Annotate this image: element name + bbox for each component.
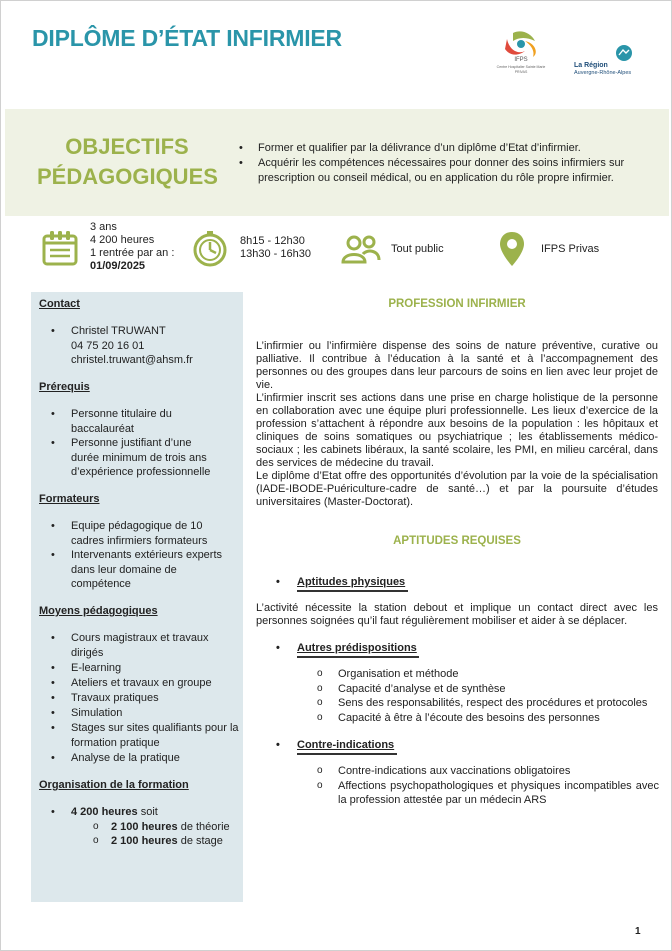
organisation-item bbox=[49, 805, 239, 849]
contact-list bbox=[49, 324, 239, 368]
other-item: o Sens des responsabilités, respect des procédures et protocoles bbox=[317, 696, 659, 711]
organisation-total-hours: 4 200 heures bbox=[71, 806, 138, 818]
prereq-item: • Personne titulaire du baccalauréat bbox=[49, 407, 211, 436]
trainers-heading: Formateurs bbox=[39, 493, 100, 505]
ifps-logo bbox=[491, 27, 551, 81]
people-icon bbox=[341, 234, 381, 264]
contact-email: christel.truwant@ahsm.fr bbox=[71, 354, 193, 366]
other-list bbox=[317, 667, 659, 725]
other-item: o Capacité d’analyse et de synthèse bbox=[317, 682, 659, 697]
objective-item: • Former et qualifier par la délivrance d’un diplôme d’Etat d’infirmier. bbox=[239, 141, 659, 156]
aptitudes-title: APTITUDES REQUISES bbox=[393, 535, 521, 547]
contact-phone: 04 75 20 16 01 bbox=[71, 339, 145, 352]
profession-paragraph-3: Le diplôme d’Etat offre des opportunités d’évolution par la voie de la spécialisation (IADE-IBODE-Puériculture-cadre de santé…) et par la poursuite d’études universitaires (Master-Doctorat). bbox=[256, 470, 658, 508]
prereq-list bbox=[49, 407, 211, 480]
contra-heading-label: Contre-indications bbox=[297, 739, 395, 751]
contra-heading-rule bbox=[297, 753, 397, 755]
duration-line1: 3 ans bbox=[90, 221, 117, 233]
contra-item: o Contre-indications aux vaccinations obligatoires bbox=[317, 764, 659, 779]
region-logo-line1: La Région bbox=[574, 62, 608, 69]
contact-name: • Christel TRUWANT bbox=[71, 325, 166, 337]
objective-item: • Acquérir les compétences nécessaires pour donner des soins infirmiers sur prescription ou conseil médical, ou en application du rôle propre infirmier. bbox=[239, 156, 659, 186]
other-item: o Capacité à être à l’écoute des besoins des personnes bbox=[317, 711, 659, 726]
objectives-title bbox=[37, 132, 217, 192]
contra-list bbox=[317, 764, 659, 808]
contra-heading bbox=[276, 739, 394, 751]
objectives-title-line2: PÉDAGOGIQUES bbox=[37, 164, 218, 189]
organisation-list bbox=[49, 805, 239, 849]
hours-line2: 13h30 - 16h30 bbox=[240, 248, 311, 260]
other-heading-rule bbox=[297, 656, 419, 658]
stage-hours: 2 100 heures bbox=[111, 835, 178, 847]
stage-label: de stage bbox=[177, 835, 223, 847]
physical-heading-rule bbox=[297, 590, 408, 592]
start-date: 01/09/2025 bbox=[90, 260, 146, 272]
trainers-list bbox=[49, 519, 235, 592]
means-item: • Stages sur sites qualifiants pour la formation pratique bbox=[49, 721, 241, 751]
region-logo-mark bbox=[615, 44, 633, 62]
duration-line3: 1 rentrée par an : bbox=[90, 247, 175, 259]
means-item: • Simulation bbox=[49, 706, 241, 721]
clock-icon bbox=[191, 230, 229, 268]
means-list bbox=[49, 631, 241, 766]
location-info: IFPS Privas bbox=[541, 243, 600, 255]
means-item: • Ateliers et travaux en groupe bbox=[49, 676, 241, 691]
location-pin-icon bbox=[498, 230, 526, 268]
organisation-stage bbox=[91, 834, 239, 849]
profession-paragraph-1: L’infirmier ou l’infirmière dispense des soins de nature préventive, curative ou palliative. Il contribue à l’éducation à la santé et à l’accompagnement des personnes ou des groupes dans leur parcours de soins en lien avec leur projet de vie. bbox=[256, 340, 658, 391]
means-item: • Travaux pratiques bbox=[49, 691, 241, 706]
page-number: 1 bbox=[635, 926, 641, 937]
other-heading-label: Autres prédispositions bbox=[297, 642, 417, 654]
duration-line2: 4 200 heures bbox=[90, 234, 155, 246]
hours-info bbox=[240, 235, 311, 295]
profession-title: PROFESSION INFIRMIER bbox=[388, 298, 526, 310]
trainer-item: • Equipe pédagogique de 10 cadres infirmiers formateurs bbox=[49, 519, 235, 548]
page-title: DIPLÔME D’ÉTAT INFIRMIER bbox=[32, 25, 342, 51]
contact-heading: Contact bbox=[39, 298, 80, 310]
prereq-item: • Personne justifiant d’une durée minimum de trois ans d’expérience professionnelle bbox=[49, 436, 211, 480]
organisation-theory bbox=[91, 820, 239, 835]
profession-paragraph-2: L’infirmier inscrit ses actions dans une prise en charge holistique de la personne en collaboration avec une équipe pluri professionnelle. Les lieux d’exercice de la profession s’attachent à répondre aux besoins de la population : les hôpitaux et cliniques de soins somatiques ou psychiatrique ; les établissements médico-sociaux ; les cabinets libéraux, la santé scolaire, les PMI, en milieu carcéral, dans des services de médecine du travail. bbox=[256, 392, 658, 469]
means-item: • E-learning bbox=[49, 661, 241, 676]
theory-hours: 2 100 heures bbox=[111, 820, 178, 833]
audience-info: Tout public bbox=[391, 243, 444, 255]
organisation-sublist bbox=[91, 820, 239, 849]
region-logo bbox=[567, 49, 647, 81]
ifps-logo-text: IFPS bbox=[514, 57, 528, 63]
calendar-icon bbox=[41, 229, 79, 267]
objectives-list bbox=[239, 141, 659, 186]
organisation-heading: Organisation de la formation bbox=[39, 779, 189, 791]
physical-heading-label: Aptitudes physiques bbox=[297, 576, 406, 588]
organisation-total-rest: soit bbox=[137, 806, 158, 818]
prereq-heading: Prérequis bbox=[39, 381, 90, 393]
trainer-item: • Intervenants extérieurs experts dans leur domaine de compétence bbox=[49, 548, 235, 592]
means-item: • Cours magistraux et travaux dirigés bbox=[49, 631, 241, 661]
theory-label: de théorie bbox=[177, 820, 230, 833]
means-heading: Moyens pédagogiques bbox=[39, 605, 158, 617]
physical-heading bbox=[276, 576, 405, 588]
region-logo-line2: Auvergne-Rhône-Alpes bbox=[574, 70, 632, 76]
contact-item bbox=[49, 324, 239, 368]
other-item: o Organisation et méthode bbox=[317, 667, 659, 682]
contra-item: o Affections psychopathologiques et physiques incompatibles avec la profession attestée par un médecin ARS bbox=[317, 779, 659, 808]
ifps-logo-subtext: Centre Hospitalier Sainte Marie PRIVAS bbox=[496, 65, 546, 74]
duration-info bbox=[90, 221, 174, 281]
hours-line1: 8h15 - 12h30 bbox=[240, 235, 305, 247]
objectives-title-line1: OBJECTIFS bbox=[65, 134, 189, 159]
other-heading bbox=[276, 642, 417, 654]
physical-text: L’activité nécessite la station debout et implique un contact direct avec les personnes soignées qu’il faut régulièrement mobiliser et aider à se déplacer. bbox=[256, 602, 658, 627]
means-item: • Analyse de la pratique bbox=[49, 751, 241, 766]
